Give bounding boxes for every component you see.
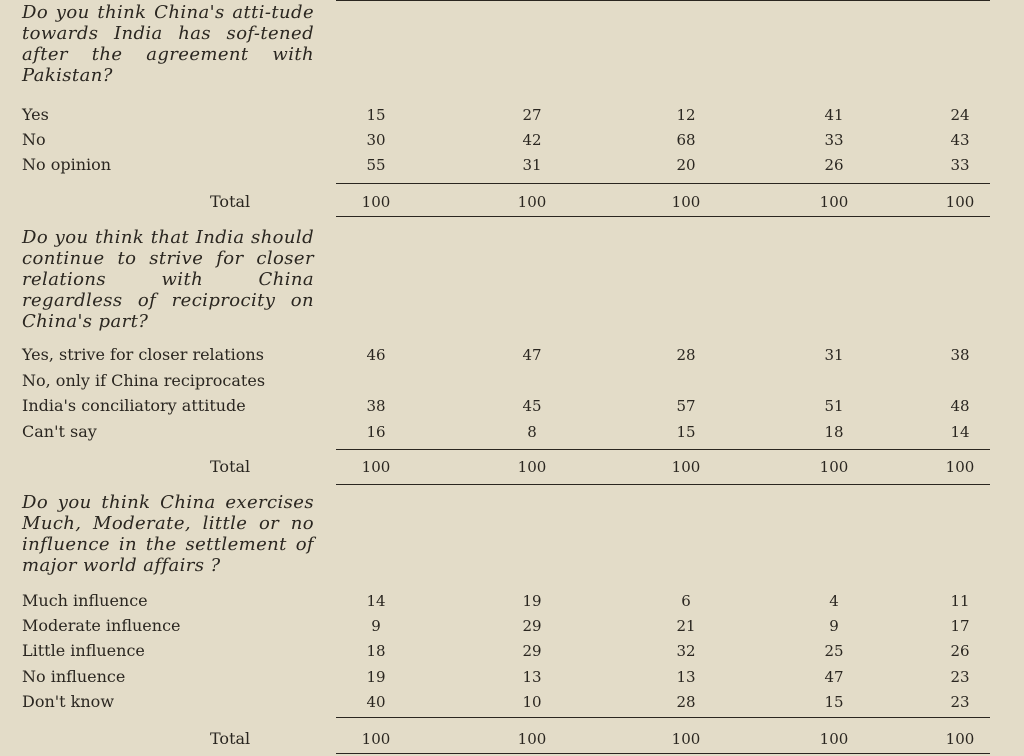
row-label: India's conciliatory attitude: [22, 396, 246, 415]
cell-value: 43: [950, 131, 970, 149]
row-label: No, only if China reciprocates: [22, 371, 266, 390]
cell-value: 28: [676, 693, 696, 711]
table-row: [0, 129, 1024, 151]
cell-value: 13: [676, 668, 696, 686]
table-rule: [336, 0, 990, 1]
cell-value: 29: [522, 617, 542, 635]
table-row: [0, 421, 1024, 443]
table-row: [0, 154, 1024, 176]
cell-value: 40: [366, 693, 386, 711]
table-rule: [336, 216, 990, 217]
cell-value: 15: [366, 106, 386, 124]
cell-value: 32: [676, 642, 696, 660]
cell-value: 100: [945, 193, 975, 211]
cell-value: 25: [824, 642, 844, 660]
cell-value: 38: [366, 397, 386, 415]
cell-value: 21: [676, 617, 696, 635]
cell-value: 100: [819, 193, 849, 211]
row-label: Little influence: [22, 641, 145, 660]
row-label: No influence: [22, 667, 126, 686]
cell-value: 8: [527, 423, 537, 441]
cell-value: 14: [366, 592, 386, 610]
total-row: [0, 456, 1024, 478]
cell-value: 12: [676, 106, 696, 124]
cell-value: 19: [366, 668, 386, 686]
cell-value: 17: [950, 617, 970, 635]
cell-value: 47: [522, 346, 542, 364]
cell-value: 100: [517, 193, 547, 211]
cell-value: 18: [824, 423, 844, 441]
cell-value: 46: [366, 346, 386, 364]
cell-value: 27: [522, 106, 542, 124]
question-2: Do you think that India should continue to strive for closer relations with China regardless of reciprocity on China's part?: [22, 227, 314, 332]
table-row: [0, 615, 1024, 637]
cell-value: 100: [671, 193, 701, 211]
cell-value: 13: [522, 668, 542, 686]
cell-value: 31: [824, 346, 844, 364]
cell-value: 100: [361, 193, 391, 211]
cell-value: 68: [676, 131, 696, 149]
row-label: Much influence: [22, 591, 148, 610]
cell-value: 100: [819, 730, 849, 748]
cell-value: 100: [945, 730, 975, 748]
row-label: Moderate influence: [22, 616, 181, 635]
cell-value: 38: [950, 346, 970, 364]
cell-value: 14: [950, 423, 970, 441]
cell-value: 18: [366, 642, 386, 660]
table-row: [0, 691, 1024, 713]
cell-value: 42: [522, 131, 542, 149]
cell-value: 15: [824, 693, 844, 711]
cell-value: 23: [950, 693, 970, 711]
cell-value: 41: [824, 106, 844, 124]
cell-value: 48: [950, 397, 970, 415]
table-row: [0, 344, 1024, 366]
cell-value: 20: [676, 156, 696, 174]
cell-value: 9: [371, 617, 381, 635]
row-label: No: [22, 130, 46, 149]
cell-value: 10: [522, 693, 542, 711]
table-row: [0, 590, 1024, 612]
cell-value: 29: [522, 642, 542, 660]
total-label: Total: [210, 457, 251, 476]
cell-value: 51: [824, 397, 844, 415]
cell-value: 100: [517, 730, 547, 748]
table-rule: [336, 717, 990, 718]
cell-value: 100: [517, 458, 547, 476]
total-row: [0, 191, 1024, 213]
cell-value: 19: [522, 592, 542, 610]
cell-value: 11: [950, 592, 970, 610]
cell-value: 4: [829, 592, 839, 610]
cell-value: 24: [950, 106, 970, 124]
cell-value: 100: [819, 458, 849, 476]
table-rule: [336, 183, 990, 184]
cell-value: 30: [366, 131, 386, 149]
cell-value: 55: [366, 156, 386, 174]
table-row: [0, 370, 1024, 392]
table-row: [0, 640, 1024, 662]
cell-value: 45: [522, 397, 542, 415]
cell-value: 57: [676, 397, 696, 415]
cell-value: 23: [950, 668, 970, 686]
row-label: Yes: [22, 105, 49, 124]
cell-value: 100: [361, 730, 391, 748]
row-label: No opinion: [22, 155, 112, 174]
cell-value: 26: [824, 156, 844, 174]
cell-value: 15: [676, 423, 696, 441]
cell-value: 33: [824, 131, 844, 149]
table-row: [0, 395, 1024, 417]
cell-value: 28: [676, 346, 696, 364]
total-label: Total: [210, 729, 251, 748]
cell-value: 100: [361, 458, 391, 476]
row-label: Don't know: [22, 692, 115, 711]
question-1: Do you think China's atti-tude towards India has sof-tened after the agreement with Pakistan?: [22, 2, 314, 86]
cell-value: 31: [522, 156, 542, 174]
cell-value: 16: [366, 423, 386, 441]
cell-value: 26: [950, 642, 970, 660]
table-row: [0, 666, 1024, 688]
table-rule: [336, 449, 990, 450]
table-rule: [336, 484, 990, 485]
cell-value: 100: [671, 730, 701, 748]
cell-value: 100: [945, 458, 975, 476]
table-rule: [336, 753, 990, 754]
cell-value: 100: [671, 458, 701, 476]
question-3: Do you think China exercises Much, Moderate, little or no influence in the settlement of major world affairs ?: [22, 492, 314, 576]
cell-value: 47: [824, 668, 844, 686]
row-label: Can't say: [22, 422, 97, 441]
cell-value: 33: [950, 156, 970, 174]
total-label: Total: [210, 192, 251, 211]
cell-value: 9: [829, 617, 839, 635]
total-row: [0, 728, 1024, 750]
table-row: [0, 104, 1024, 126]
row-label: Yes, strive for closer relations: [22, 345, 264, 364]
cell-value: 6: [681, 592, 691, 610]
